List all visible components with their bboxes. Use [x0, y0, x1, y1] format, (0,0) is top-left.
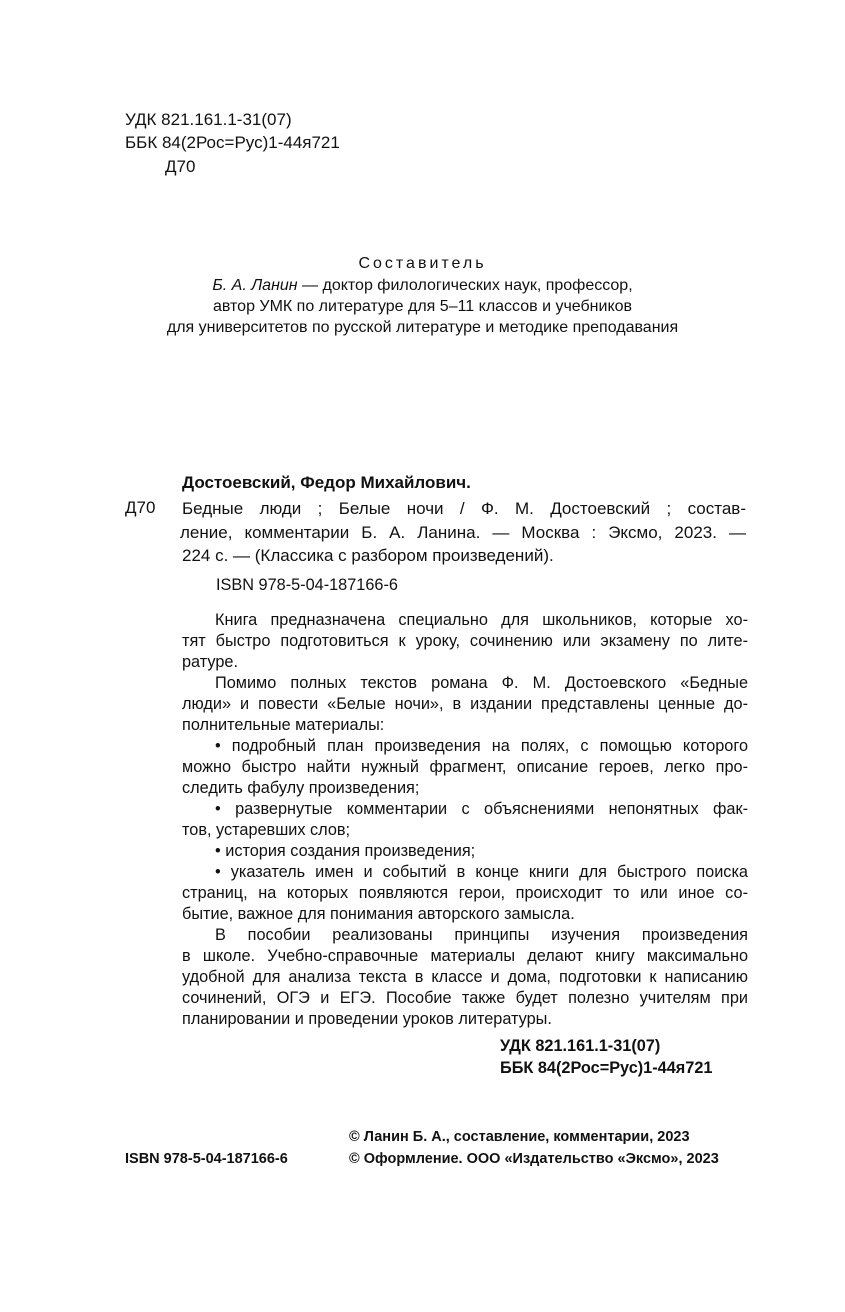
annotation-bullet: • история создания произведения;	[215, 842, 476, 860]
bib-isbn: ISBN 978-5-04-187166-6	[216, 576, 398, 594]
bottom-bbk-code: ББК 84(2Рос=Рус)1-44я721	[500, 1059, 713, 1077]
author-mark: Д70	[165, 157, 196, 176]
annotation-line: Книга предназначена специально для школьников, которые хо-	[215, 611, 748, 629]
annotation-line: полнительные материалы:	[182, 716, 385, 734]
annotation-line: люди» и повести «Белые ночи», в издании представлены ценные до-	[182, 695, 748, 713]
compiler-line-2: автор УМК по литературе для 5–11 классов и учебников	[212, 298, 633, 315]
copyright-isbn: ISBN 978-5-04-187166-6	[125, 1151, 288, 1167]
annotation-line: удобной для анализа текста в классе и дома, подготовки к написанию	[182, 968, 748, 986]
compiler-line-1	[0, 275, 845, 296]
bib-line: ление, комментарии Б. А. Ланина. — Москва : Эксмо, 2023. —	[180, 522, 746, 542]
compiler-line-3: для университетов по русской литературе и методике преподавания	[166, 319, 679, 336]
compiler-name: Б. А. Ланин	[212, 277, 298, 294]
annotation-line: Помимо полных текстов романа Ф. М. Достоевского «Бедные	[215, 674, 748, 692]
annotation-bullet: • подробный план произведения на полях, с помощью которого	[215, 737, 748, 755]
bib-line: Бедные люди ; Белые ночи / Ф. М. Достоевский ; состав-	[182, 499, 746, 518]
annotation-bullet: • развернутые комментарии с объяснениями непонятных фак-	[215, 800, 748, 818]
bib-description	[182, 497, 746, 568]
udk-code: УДК 821.161.1-31(07)	[125, 110, 292, 129]
annotation-line: тов, устаревших слов;	[182, 821, 351, 839]
annotation-line: сочинений, ОГЭ и ЕГЭ. Пособие также будет полезно учителям при	[182, 989, 748, 1007]
annotation-line: следить фабулу произведения;	[182, 779, 420, 797]
compiler-heading: Составитель	[358, 255, 487, 272]
annotation-line: В пособии реализованы принципы изучения произведения	[215, 926, 748, 944]
copyright-compiler: © Ланин Б. А., составление, комментарии, 2023	[349, 1129, 690, 1145]
bib-line: 224 с. — (Классика с разбором произведений).	[182, 546, 554, 565]
annotation-line: в школе. Учебно-справочные материалы делают книгу максимально	[182, 947, 748, 965]
bbk-code: ББК 84(2Рос=Рус)1-44я721	[125, 133, 340, 152]
bottom-udk-code: УДК 821.161.1-31(07)	[500, 1037, 661, 1055]
bib-author-mark: Д70	[125, 498, 156, 517]
annotation-line: страниц, на которых появляются герои, происходит то или иное со-	[182, 884, 748, 902]
annotation-line: ратуре.	[182, 653, 238, 671]
annotation-line: можно быстро найти нужный фрагмент, описание героев, легко про-	[182, 758, 748, 776]
annotation-line: тят быстро подготовиться к уроку, сочинению или экзамену по лите-	[182, 632, 748, 650]
annotation-line: планировании и проведении уроков литературы.	[182, 1010, 552, 1028]
annotation-line: бытие, важное для понимания авторского замысла.	[182, 905, 575, 923]
annotation	[182, 610, 748, 1030]
copyright-publisher: © Оформление. ООО «Издательство «Эксмо», 2023	[349, 1151, 719, 1167]
bib-author-heading: Достоевский, Федор Михайлович.	[182, 473, 471, 492]
annotation-bullet: • указатель имен и событий в конце книги для быстрого поиска	[215, 863, 748, 881]
compiler-credentials: — доктор филологических наук, профессор,	[297, 277, 633, 294]
